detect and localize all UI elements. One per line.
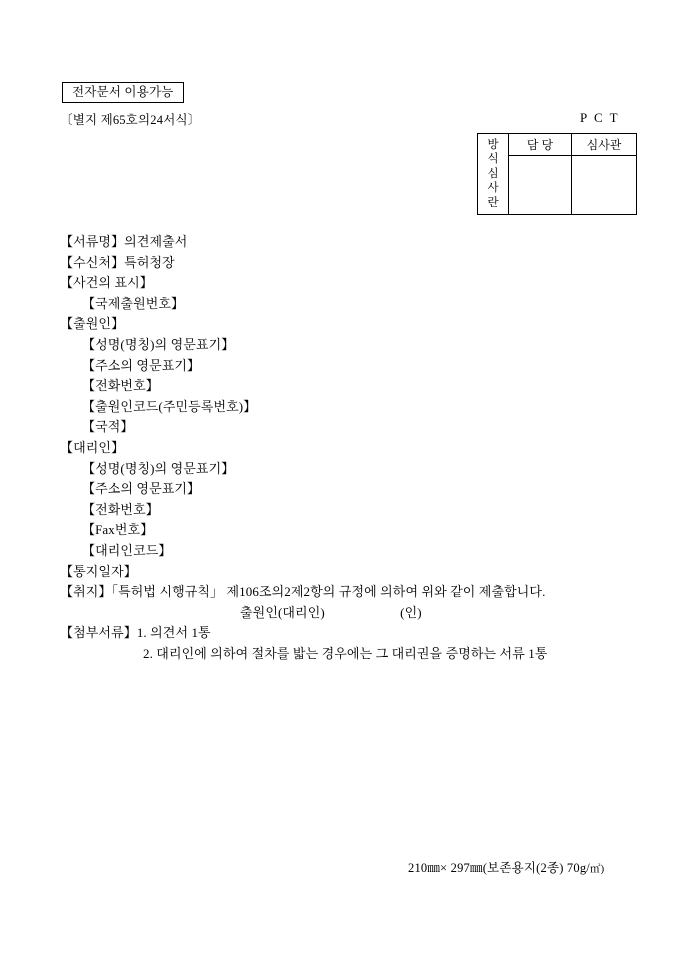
form-number: 〔별지 제65호의24서식〕 <box>60 113 201 127</box>
vertical-char-2: 식 <box>487 153 499 166</box>
field-applicant: 【출원인】 <box>60 316 125 332</box>
field-case-indication: 【사건의 표시】 <box>60 275 153 291</box>
paper-specification <box>408 858 604 876</box>
field-document-name: 【서류명】의견제출서 <box>60 234 188 249</box>
signature-line <box>60 603 660 624</box>
field-applicant-name-english: 【성명(명칭)의 영문표기】 <box>82 336 235 352</box>
paper-unit: ㎡) <box>589 864 605 875</box>
field-agent-address-english: 【주소의 영문표기】 <box>82 481 201 497</box>
field-purpose: 【취지】「특허법 시행규칙」 제106조의2제2항의 규정에 의하여 위와 같이 제출합니다. <box>60 584 546 600</box>
vertical-char-5: 란 <box>487 196 499 209</box>
field-agent-name-english: 【성명(명칭)의 영문표기】 <box>82 460 235 476</box>
attachment-second: 2. 대리인에 의하여 절차를 밟는 경우에는 그 대리권을 증명하는 서류 1통 <box>143 645 548 661</box>
field-applicant-phone: 【전화번호】 <box>82 378 159 394</box>
paper-size: 210㎜× 297㎜ <box>408 861 483 875</box>
field-applicant-nationality: 【국적】 <box>82 419 134 435</box>
form-field-list <box>60 232 660 664</box>
paper-note: (보존용지(2종) 70g/ <box>482 861 590 875</box>
signature-applicant-label: 출원인(대리인) <box>240 604 325 620</box>
field-international-application-number: 【국제출원번호】 <box>82 295 185 311</box>
examination-header-examiner: 심사관 <box>572 134 637 156</box>
field-notice-date: 【통지일자】 <box>60 563 137 579</box>
examination-cell-charge[interactable] <box>509 156 572 215</box>
signature-seal-label: (인) <box>400 604 422 620</box>
field-applicant-code: 【출원인코드(주민등록번호)】 <box>82 398 257 414</box>
pct-label: P C T <box>580 110 620 125</box>
examination-header-charge: 담 당 <box>509 134 572 156</box>
field-agent-phone: 【전화번호】 <box>82 501 159 517</box>
attachment-first: 【첨부서류】1. 의견서 1통 <box>60 625 211 641</box>
field-applicant-address-english: 【주소의 영문표기】 <box>82 357 201 373</box>
field-recipient: 【수신처】특허청장 <box>60 254 175 270</box>
examination-table <box>477 133 637 215</box>
field-agent-code: 【대리인코드】 <box>82 542 172 558</box>
examination-vertical-label <box>478 134 509 215</box>
vertical-char-3: 심 <box>487 167 499 180</box>
field-agent-fax: 【Fax번호】 <box>82 522 154 538</box>
field-agent: 【대리인】 <box>60 439 125 455</box>
vertical-char-4: 사 <box>487 182 499 195</box>
electronic-document-stamp: 전자문서 이용가능 <box>62 82 184 103</box>
examination-cell-examiner[interactable] <box>572 156 637 215</box>
vertical-char-1: 방 <box>487 139 499 152</box>
